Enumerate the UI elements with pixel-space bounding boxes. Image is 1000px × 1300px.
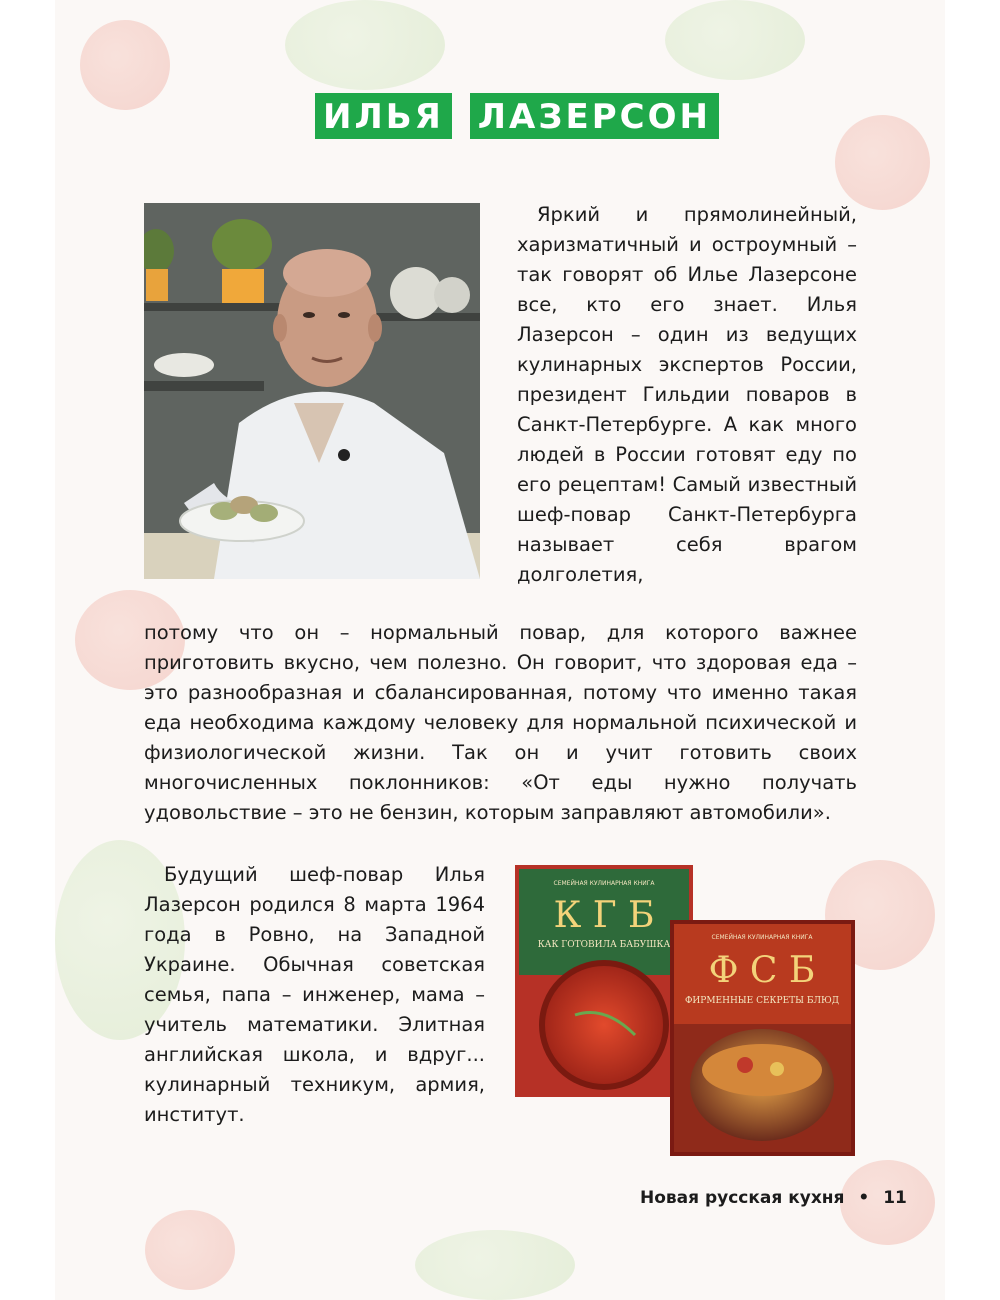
pepper-watermark	[665, 0, 805, 80]
page-footer	[640, 1188, 907, 1208]
pepper-watermark	[285, 0, 445, 90]
title-last-name: ЛАЗЕРСОН	[470, 93, 719, 139]
tomato-watermark	[835, 115, 930, 210]
page-title	[315, 93, 719, 139]
book-cover-fsb	[670, 920, 855, 1156]
page-number: 11	[883, 1188, 907, 1208]
book1-series: СЕМЕЙНАЯ КУЛИНАРНАЯ КНИГА	[553, 880, 655, 887]
book1-title: КАК ГОТОВИЛА БАБУШКА	[537, 940, 671, 950]
book-covers-illustration	[515, 865, 860, 1160]
book2-series: СЕМЕЙНАЯ КУЛИНАРНАЯ КНИГА	[711, 934, 813, 941]
intro-paragraph-top: Яркий и прямолинейный, харизматичный и остроумный – так говорят об Илье Лазерсоне все, кто его знает. Илья Лазерсон – один из ведущих кулинарных экспертов России, президент Гильдии поваров в Санкт-Петербурге. А как много людей в России готовят еду по его рецептам! Самый известный шеф-повар Санкт-Петербурга называет себя врагом долголетия,	[517, 203, 857, 586]
footer-book-name: Новая русская кухня	[640, 1188, 845, 1208]
book2-title: ФИРМЕННЫЕ СЕКРЕТЫ БЛЮД	[684, 996, 840, 1006]
book-cover-kgb	[515, 865, 693, 1097]
footer-separator: •	[858, 1188, 870, 1208]
biography-paragraph: Будущий шеф-повар Илья Лазерсон родился 8 марта 1964 года в Ровно, на Западной Украине. Обычная советская семья, папа – инженер, мама – учитель математики. Элитная английская школа, и вдруг... кулинарный техникум, армия, институт.	[144, 863, 485, 1126]
title-first-name: ИЛЬЯ	[315, 93, 452, 139]
tomato-watermark	[145, 1210, 235, 1290]
pepper-watermark	[415, 1230, 575, 1300]
intro-paragraph-continued: потому что он – нормальный повар, для которого важнее приготовить вкусно, чем полезно. Он говорит, что здоровая еда – это разнообразная и сбалансированная, потому что именно такая еда необходима каждому человеку для нормальной психической и физиологической жизни. Так он и учит готовить своих многочисленных поклонников: «От еды нужно получать удовольствие – это не бензин, которым заправляют автомобили».	[144, 621, 857, 824]
book-page	[55, 0, 945, 1300]
book-covers	[515, 865, 860, 1160]
tomato-watermark	[80, 20, 170, 110]
chef-portrait-photo	[144, 203, 480, 579]
book1-initials: К Г Б	[553, 895, 655, 936]
book2-initials: Ф С Б	[708, 950, 816, 991]
chef-portrait-illustration	[144, 203, 480, 579]
